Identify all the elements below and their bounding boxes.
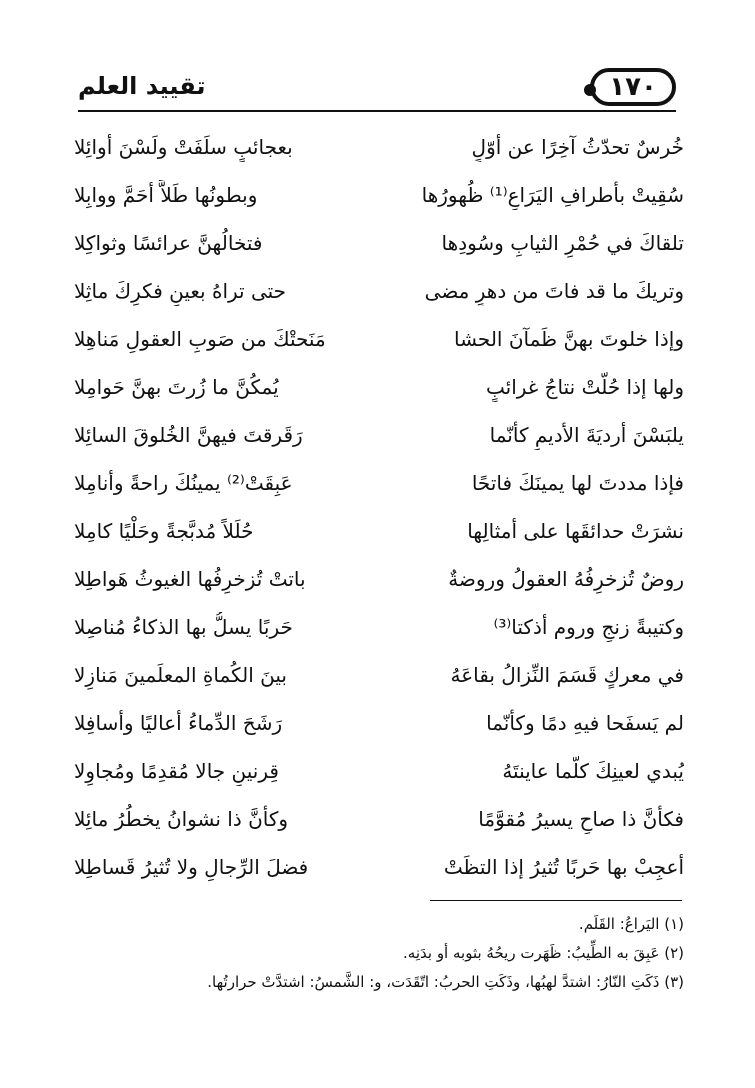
verse — [74, 650, 684, 698]
header-rule — [78, 110, 676, 112]
verse-first-hemistich: تلقاكَ في حُمْرِ الثيابِ وسُودِها — [441, 231, 684, 255]
verse — [74, 842, 684, 890]
verse-first-hemistich: في معركٍ قَسَمَ النِّزالُ بقاعَهُ — [450, 663, 684, 687]
verse-second-hemistich: عَبِقَتْ⁽²⁾ يمينُكَ راحةً وأنامِلا — [74, 471, 293, 495]
verse-first-hemistich: وكتيبةً زنجٍ وروم أذكتا⁽³⁾ — [493, 615, 684, 639]
verse-second-hemistich: رَقَرقتَ فيهنَّ الخُلوقَ السائِلا — [74, 423, 303, 447]
verse-first-hemistich: لم يَسفَحا فيهِ دمًا وكأنّما — [486, 711, 684, 735]
page-number: ١٧٠ — [590, 68, 676, 106]
verse-first-hemistich: نشرَتْ حدائقَها على أمثالِها — [467, 519, 684, 543]
verse — [74, 698, 684, 746]
footnote: (٢) عَبِقَ به الطِّيبُ: ظَهَرت ريحُهُ بثوبه أو بدَنِه. — [403, 944, 684, 962]
verse-first-hemistich: يلبَسْنَ أرديَةَ الأديمِ كأنّما — [489, 423, 684, 447]
verse-second-hemistich: فضلَ الرِّجالِ ولا تُثيرُ قَساطِلا — [74, 855, 309, 879]
footnote-rule — [430, 900, 682, 901]
verse-second-hemistich: باتتْ تُزخرِفُها الغيوثُ هَواطِلا — [74, 567, 306, 591]
verse-first-hemistich: أعجِبْ بها حَربًا تُثيرُ إذا التظَتْ — [443, 855, 684, 879]
verse — [74, 266, 684, 314]
book-title: تقييد العلم — [78, 72, 206, 100]
verse-first-hemistich: فإذا مددتَ لها يمينَكَ فاتحًا — [471, 471, 684, 495]
footnote: (٣) ذَكَتِ النّارُ: اشتدَّ لهبُها، وذَكَتِ الحربُ: اتّقَدَت، و: الشَّمسُ: اشتدَّتْ حرارتُها. — [207, 973, 684, 991]
verse — [74, 506, 684, 554]
verse-first-hemistich: ولها إذا حُلَّتْ نتاجُ غرائبٍ — [486, 375, 684, 399]
verse — [74, 410, 684, 458]
verse-second-hemistich: قِرنينِ جالا مُقدِمًا ومُجاوِلا — [74, 759, 279, 783]
verse-second-hemistich: رَشَحَ الدِّماءُ أعاليًا وأسافِلا — [74, 711, 283, 735]
verse — [74, 218, 684, 266]
verse — [74, 794, 684, 842]
verse-second-hemistich: بعجائبٍ سلَفَتْ ولَسْنَ أوائِلا — [74, 135, 293, 159]
verse — [74, 362, 684, 410]
verse-second-hemistich: وبطونُها طَلاًّ أحَمَّ ووابِلا — [74, 183, 258, 207]
verse-first-hemistich: سُقِيتْ بأطرافِ اليَرَاعِ⁽¹⁾ ظُهورُها — [421, 183, 684, 207]
verse — [74, 746, 684, 794]
verse-second-hemistich: فتخالُهنَّ عرائسًا وثواكِلا — [74, 231, 263, 255]
verse-first-hemistich: خُرسٌ تحدّثُ آخِرًا عن أوّلٍ — [471, 135, 684, 159]
verse-first-hemistich: يُبدي لعينِكَ كلّما عاينتَهُ — [502, 759, 684, 783]
verse — [74, 554, 684, 602]
verse-second-hemistich: حَربًا يسلُّ بها الذكاءُ مُناصِلا — [74, 615, 293, 639]
verse-second-hemistich: بينَ الكُماةِ المعلَمينَ مَنازِلا — [74, 663, 287, 687]
verse — [74, 602, 684, 650]
verse-first-hemistich: وتريكَ ما قد فاتَ من دهرٍ مضى — [424, 279, 684, 303]
footnotes — [150, 910, 684, 997]
verse — [74, 314, 684, 362]
verse-first-hemistich: روضٌ تُزخرِفُهُ العقولُ وروضةٌ — [448, 567, 684, 591]
verse-second-hemistich: حتى تراهُ بعينِ فكرِكَ ماثِلا — [74, 279, 287, 303]
verse-second-hemistich: يُمكُنَّ ما زُرتَ بهنَّ حَوامِلا — [74, 375, 279, 399]
verse — [74, 122, 684, 170]
verse — [74, 170, 684, 218]
verse-second-hemistich: حُلَلاً مُدبَّجةً وحَلْيًا كامِلا — [74, 519, 254, 543]
page-header — [78, 66, 676, 114]
verse — [74, 458, 684, 506]
poem — [74, 122, 684, 890]
verse-second-hemistich: مَنَحتْكَ من صَوبِ العقولِ مَناهِلا — [74, 327, 326, 351]
verse-second-hemistich: وكأنَّ ذا نشوانُ يخطُرُ مائِلا — [74, 807, 289, 831]
footnote: (١) اليَراعُ: القَلَم. — [578, 915, 684, 933]
verse-first-hemistich: وإذا خلوتَ بهنَّ ظَمآنَ الحشا — [453, 327, 684, 351]
verse-first-hemistich: فكأنَّ ذا صاحٍ يسيرُ مُقوَّمًا — [478, 807, 684, 831]
